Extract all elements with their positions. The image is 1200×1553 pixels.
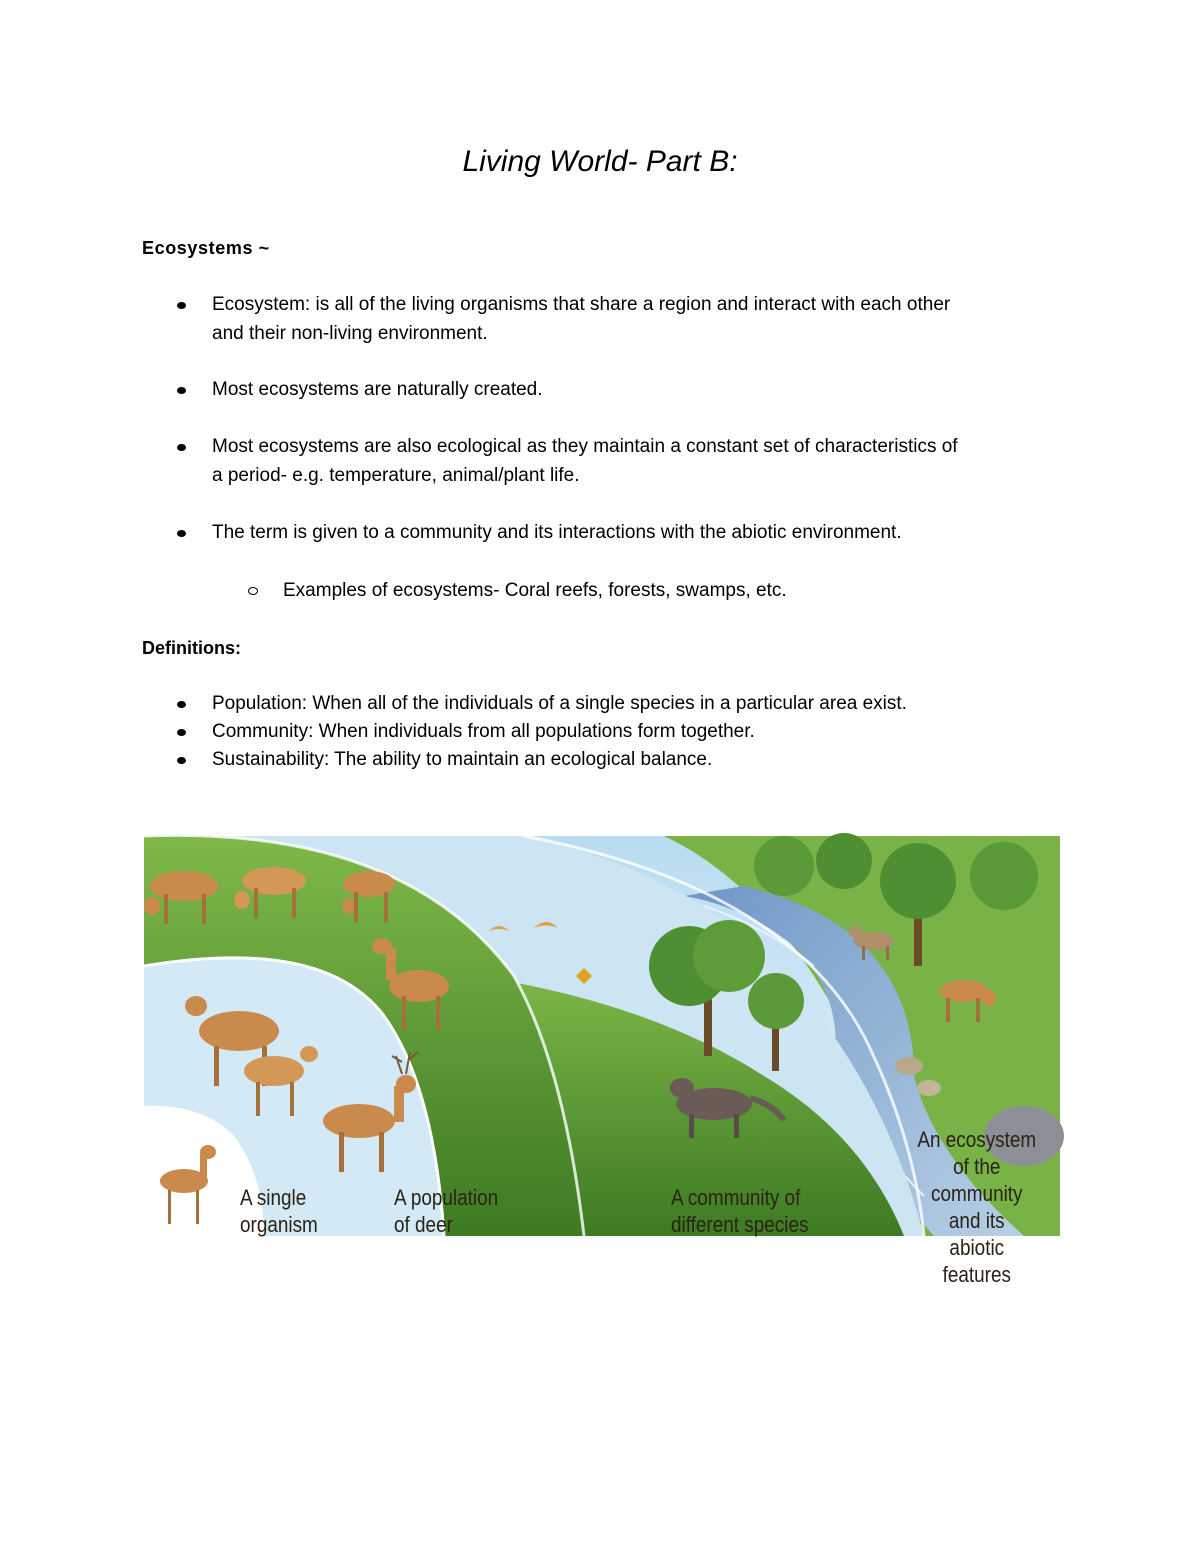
- tree-canopy: [970, 842, 1038, 910]
- bullet-icon: [177, 729, 186, 736]
- definitions-heading: Definitions:: [142, 638, 241, 658]
- bullet-line: a period- e.g. temperature, animal/plant life.: [212, 464, 580, 486]
- tree-canopy: [816, 833, 872, 889]
- sub-list-item: [283, 577, 1083, 606]
- definition-population: Population: When all of the individuals of a single species in a particular area exist.: [212, 693, 907, 714]
- page-title: Living World- Part B:: [462, 145, 738, 178]
- list-item: [212, 718, 1092, 747]
- bullet-icon: [177, 387, 186, 394]
- ecosystem-illustration: [144, 836, 1060, 1287]
- label-population: A population of deer: [394, 1185, 499, 1237]
- tree-canopy: [693, 920, 765, 992]
- label-single-organism: A single organism: [240, 1185, 318, 1237]
- sub-bullet-text: Examples of ecosystems- Coral reefs, forests, swamps, etc.: [283, 580, 787, 601]
- definition-community: Community: When individuals from all populations form together.: [212, 721, 755, 742]
- tree-canopy: [880, 843, 956, 919]
- list-item: [212, 376, 1092, 405]
- bullet-line: The term is given to a community and its interactions with the abiotic environment.: [212, 522, 902, 543]
- bullet-line: Ecosystem: is all of the living organisms that share a region and interact with each other: [212, 294, 951, 315]
- bullet-icon: [177, 302, 186, 309]
- hollow-bullet-icon: [248, 587, 258, 595]
- list-item: [212, 291, 1092, 348]
- label-ecosystem: An ecosystem of the community and its abiotic features: [917, 1127, 1037, 1287]
- bullet-icon: [177, 757, 186, 764]
- bullet-icon: [177, 530, 186, 537]
- label-community: A community of different species: [671, 1185, 809, 1237]
- tree-canopy: [748, 973, 804, 1029]
- bullet-line: Most ecosystems are also ecological as they maintain a constant set of characteristics of: [212, 436, 958, 457]
- list-item: [212, 433, 1092, 490]
- ecosystems-heading: Ecosystems ~: [142, 238, 270, 258]
- bullet-line: Most ecosystems are naturally created.: [212, 379, 543, 400]
- rock: [895, 1057, 923, 1075]
- list-item: [212, 519, 1092, 548]
- bullet-line: and their non-living environment.: [212, 322, 488, 344]
- definition-sustainability: Sustainability: The ability to maintain an ecological balance.: [212, 749, 713, 770]
- bullet-icon: [177, 444, 186, 451]
- list-item: [212, 690, 1092, 719]
- tree-canopy: [754, 836, 814, 896]
- bullet-icon: [177, 701, 186, 708]
- list-item: [212, 746, 1092, 775]
- rock: [917, 1080, 941, 1096]
